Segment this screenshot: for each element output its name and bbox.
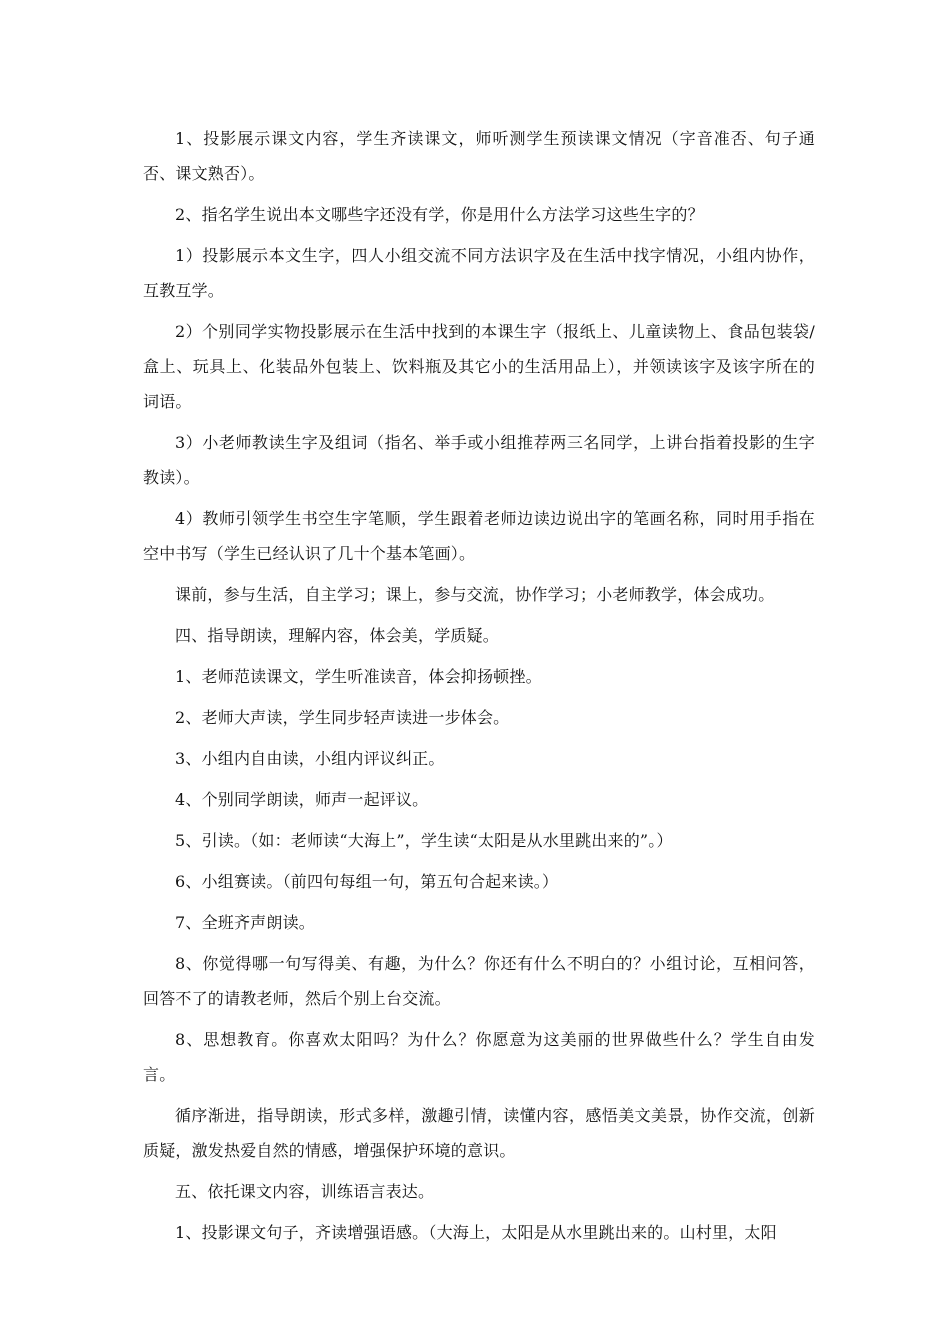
section-heading: 五、依托课文内容，训练语言表达。 — [175, 1182, 435, 1201]
paragraph: 1、投影课文句子，齐读增强语感。（大海上，太阳是从水里跳出来的。山村里，太阳 — [175, 1223, 777, 1242]
paragraph: 2、指名学生说出本文哪些字还没有学，你是用什么方法学习这些生字的？ — [175, 205, 704, 224]
paragraph: 3）小老师教读生字及组词（指名、举手或小组推荐两三名同学，上讲台指着投影的生字教读）。 — [143, 433, 815, 487]
paragraph: 5、引读。（如：老师读“大海上”，学生读“太阳是从水里跳出来的”。） — [175, 831, 673, 850]
document-body — [143, 121, 815, 1256]
paragraph: 8、你觉得哪一句写得美、有趣，为什么？你还有什么不明白的？小组讨论，互相问答，回答不了的请教老师，然后个别上台交流。 — [143, 954, 815, 1008]
paragraph: 循序渐进，指导朗读，形式多样，激趣引情，读懂内容，感悟美文美景，协作交流，创新质疑，激发热爱自然的情感，增强保护环境的意识。 — [143, 1106, 815, 1160]
paragraph: 6、小组赛读。（前四句每组一句，第五句合起来读。） — [175, 872, 559, 891]
paragraph: 课前，参与生活，自主学习；课上，参与交流，协作学习；小老师教学，体会成功。 — [175, 585, 775, 604]
paragraph: 4、个别同学朗读，师声一起评议。 — [175, 790, 429, 809]
paragraph: 1）投影展示本文生字，四人小组交流不同方法识字及在生活中找字情况，小组内协作，互教互学。 — [143, 246, 815, 300]
paragraph: 2）个别同学实物投影展示在生活中找到的本课生字（报纸上、儿童读物上、食品包装袋/盒上、玩具上、化装品外包装上、饮料瓶及其它小的生活用品上），并领读该字及该字所在的词语。 — [143, 322, 815, 411]
section-heading: 四、指导朗读，理解内容，体会美，学质疑。 — [175, 626, 500, 645]
paragraph: 8、思想教育。你喜欢太阳吗？为什么？你愿意为这美丽的世界做些什么？学生自由发言。 — [143, 1030, 815, 1084]
paragraph: 3、小组内自由读，小组内评议纠正。 — [175, 749, 445, 768]
paragraph: 2、老师大声读，学生同步轻声读进一步体会。 — [175, 708, 510, 727]
paragraph: 7、全班齐声朗读。 — [175, 913, 315, 932]
paragraph: 1、投影展示课文内容，学生齐读课文，师听测学生预读课文情况（字音准否、句子通否、课文熟否）。 — [143, 129, 815, 183]
paragraph: 1、老师范读课文，学生听准读音，体会抑扬顿挫。 — [175, 667, 542, 686]
paragraph: 4）教师引领学生书空生字笔顺，学生跟着老师边读边说出字的笔画名称，同时用手指在空中书写（学生已经认识了几十个基本笔画）。 — [143, 509, 815, 563]
